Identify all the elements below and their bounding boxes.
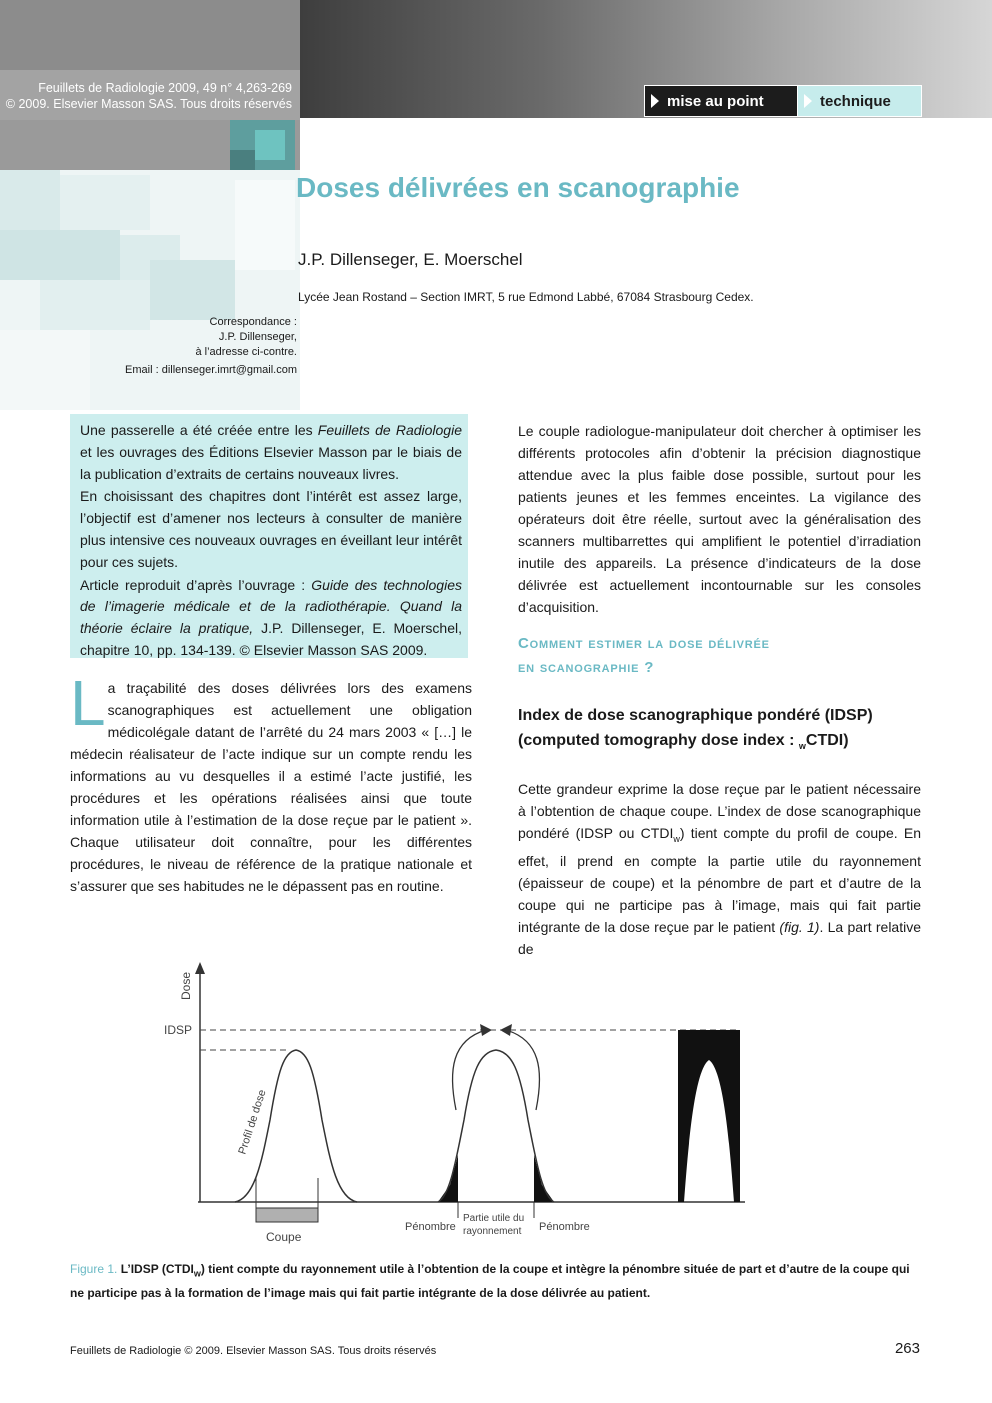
caption-label: Figure 1. [70, 1262, 118, 1276]
penumbra-left-label: Pénombre [405, 1221, 456, 1233]
y-axis-label: Dose [179, 971, 193, 1000]
tab-mise-au-point [645, 86, 797, 116]
tab-technique [797, 86, 921, 116]
right-column-paragraph-2: Cette grandeur exprime la dose reçue par le patient nécessaire à l’obtention de chaque coupe. L’index de dose scanographique pondéré (IDSP ou $CTDI_w$) tient compte du profil de coupe. En effet, il prend en compte la partie utile du rayonnement (épaisseur de coupe) et la pénombre de part et d’autre de la coupe qui ne participe pas à l’image, mais qui fait partie intégrante de la dose reçue par le patient (fig. 1). La part relative de [518, 781, 921, 957]
left-column-paragraph: a traçabilité des doses délivrées lors des examens scanographiques est actuellement une obligation médicolégale datant de l’arrêté du 24 mars 2003 « […] le médecin réalisateur de l’acte indique sur un compte rendu les informations au vu desquelles il a estimé l’acte justifié, les procédures et les opérations réalisées ainsi que toute information utile à l’estimation de la dose reçue par le patient ». Chaque utilisateur doit connaître, pour les différentes procédures, le niveau de référence de la pratique nationale et s’assurer que ses habitudes ne le dépassent pas en routine. [70, 680, 472, 894]
idsp-label: IDSP [164, 1023, 193, 1037]
arrow-right-head [500, 1024, 512, 1036]
arrow-left-curved [452, 1030, 486, 1110]
arrow-left-head [480, 1024, 492, 1036]
journal-reference [0, 80, 292, 112]
tab-label: mise au point [667, 92, 764, 110]
subsection-heading-line: (computed tomography dose index : $_w$CTDI) [518, 732, 849, 752]
page-number: 263 [894, 1340, 920, 1357]
correspondence-line: J.P. Dillenseger, [218, 331, 297, 343]
intro-paragraph-2: En choisissant des chapitres dont l’intérêt est assez large, l’objectif est d’amener nos lecteurs à consulter de manière plus intensive ces nouveaux ouvrages en éveillant leur intérêt pour ces sujets. [80, 488, 462, 570]
intro-paragraph-1: Une passerelle a été créée entre les Feuillets de Radiologie et les ouvrages des Éditions Elsevier Masson par le biais de la publication d’extraits de certains nouveaux livres. [80, 422, 462, 482]
triangle-arrow-icon [651, 94, 659, 108]
correspondence [100, 315, 297, 360]
section-heading [518, 632, 921, 680]
right-column-paragraph-1: Le couple radiologue-manipulateur doit chercher à optimiser les différents protocoles afin d’obtenir la précision diagnostique attendue avec la plus faible dose possible, surtout pour les patients jeunes et les femmes enceintes. La vigilance des opérateurs doit être réelle, surtout avec la généralisation des scanners multibarrettes qui amplifient le potentiel d’irradiation inutile des appareils. La présence d’indicateurs de la dose délivrée est actuellement incontournable sur les consoles d’acquisition. [518, 423, 921, 615]
subsection-heading [518, 703, 921, 759]
category-tabs [644, 85, 922, 117]
article-title: Doses délivrées en scanographie [296, 172, 740, 203]
left-column-text [70, 667, 472, 897]
correspondence-line: Correspondance : [209, 316, 297, 328]
tab-label: technique [820, 92, 891, 110]
article-affiliation: Lycée Jean Rostand – Section IMRT, 5 rue Edmond Labbé, 67084 Strasbourg Cedex. [298, 290, 754, 304]
coupe-label: Coupe [266, 1230, 302, 1244]
coupe-bar [256, 1208, 318, 1222]
triangle-arrow-icon [804, 94, 812, 108]
journal-line-1: Feuillets de Radiologie 2009, 49 n° 4,263-269 [38, 81, 292, 95]
useful-label-line2: rayonnement [463, 1226, 522, 1237]
idsp-block [678, 1030, 740, 1202]
intro-paragraph-3: Article reproduit d’après l’ouvrage : Guide des technologies de l’imagerie médicale et de la radiothérapie. Quand la théorie éclaire la pratique, J.P. Dillenseger, E. Moerschel, chapitre 10, pp. 134-139. © Elsevier Masson SAS 2009. [80, 576, 462, 658]
section-heading-line: en scanographie ? [518, 659, 655, 676]
subsection-heading-line: Index de dose scanographique pondéré (IDSP) [518, 707, 873, 724]
email: Email : dillenseger.imrt@gmail.com [125, 364, 297, 376]
article-authors: J.P. Dillenseger, E. Moerschel [298, 250, 523, 269]
dose-profile-label: Profil de dose [236, 1088, 269, 1156]
correspondence-line: à l’adresse ci-contre. [195, 346, 297, 358]
intro-box [70, 414, 468, 658]
drop-cap: L [70, 667, 106, 739]
figure-caption: Figure 1. L’IDSP $(CTDI_w)$ tient compte du rayonnement utile à l’obtention de la coupe et intègre la pénombre située de part et d’autre de la coupe qui ne participe pas à la formation de l’image mais qui fait partie intégrante de la dose délivrée au patient. [70, 1262, 910, 1301]
arrow-right-curved [506, 1030, 540, 1110]
journal-line-2: © 2009. Elsevier Masson SAS. Tous droits réservés [5, 97, 292, 111]
page-footer: Feuillets de Radiologie © 2009. Elsevier Masson SAS. Tous droits réservés [70, 1345, 437, 1357]
section-heading-line: Comment estimer la dose délivrée [518, 635, 770, 652]
useful-label-line1: Partie utile du [463, 1213, 525, 1224]
dose-profile-figure [150, 960, 750, 1250]
penumbra-right-label: Pénombre [539, 1221, 590, 1233]
y-axis-arrow [195, 962, 205, 974]
